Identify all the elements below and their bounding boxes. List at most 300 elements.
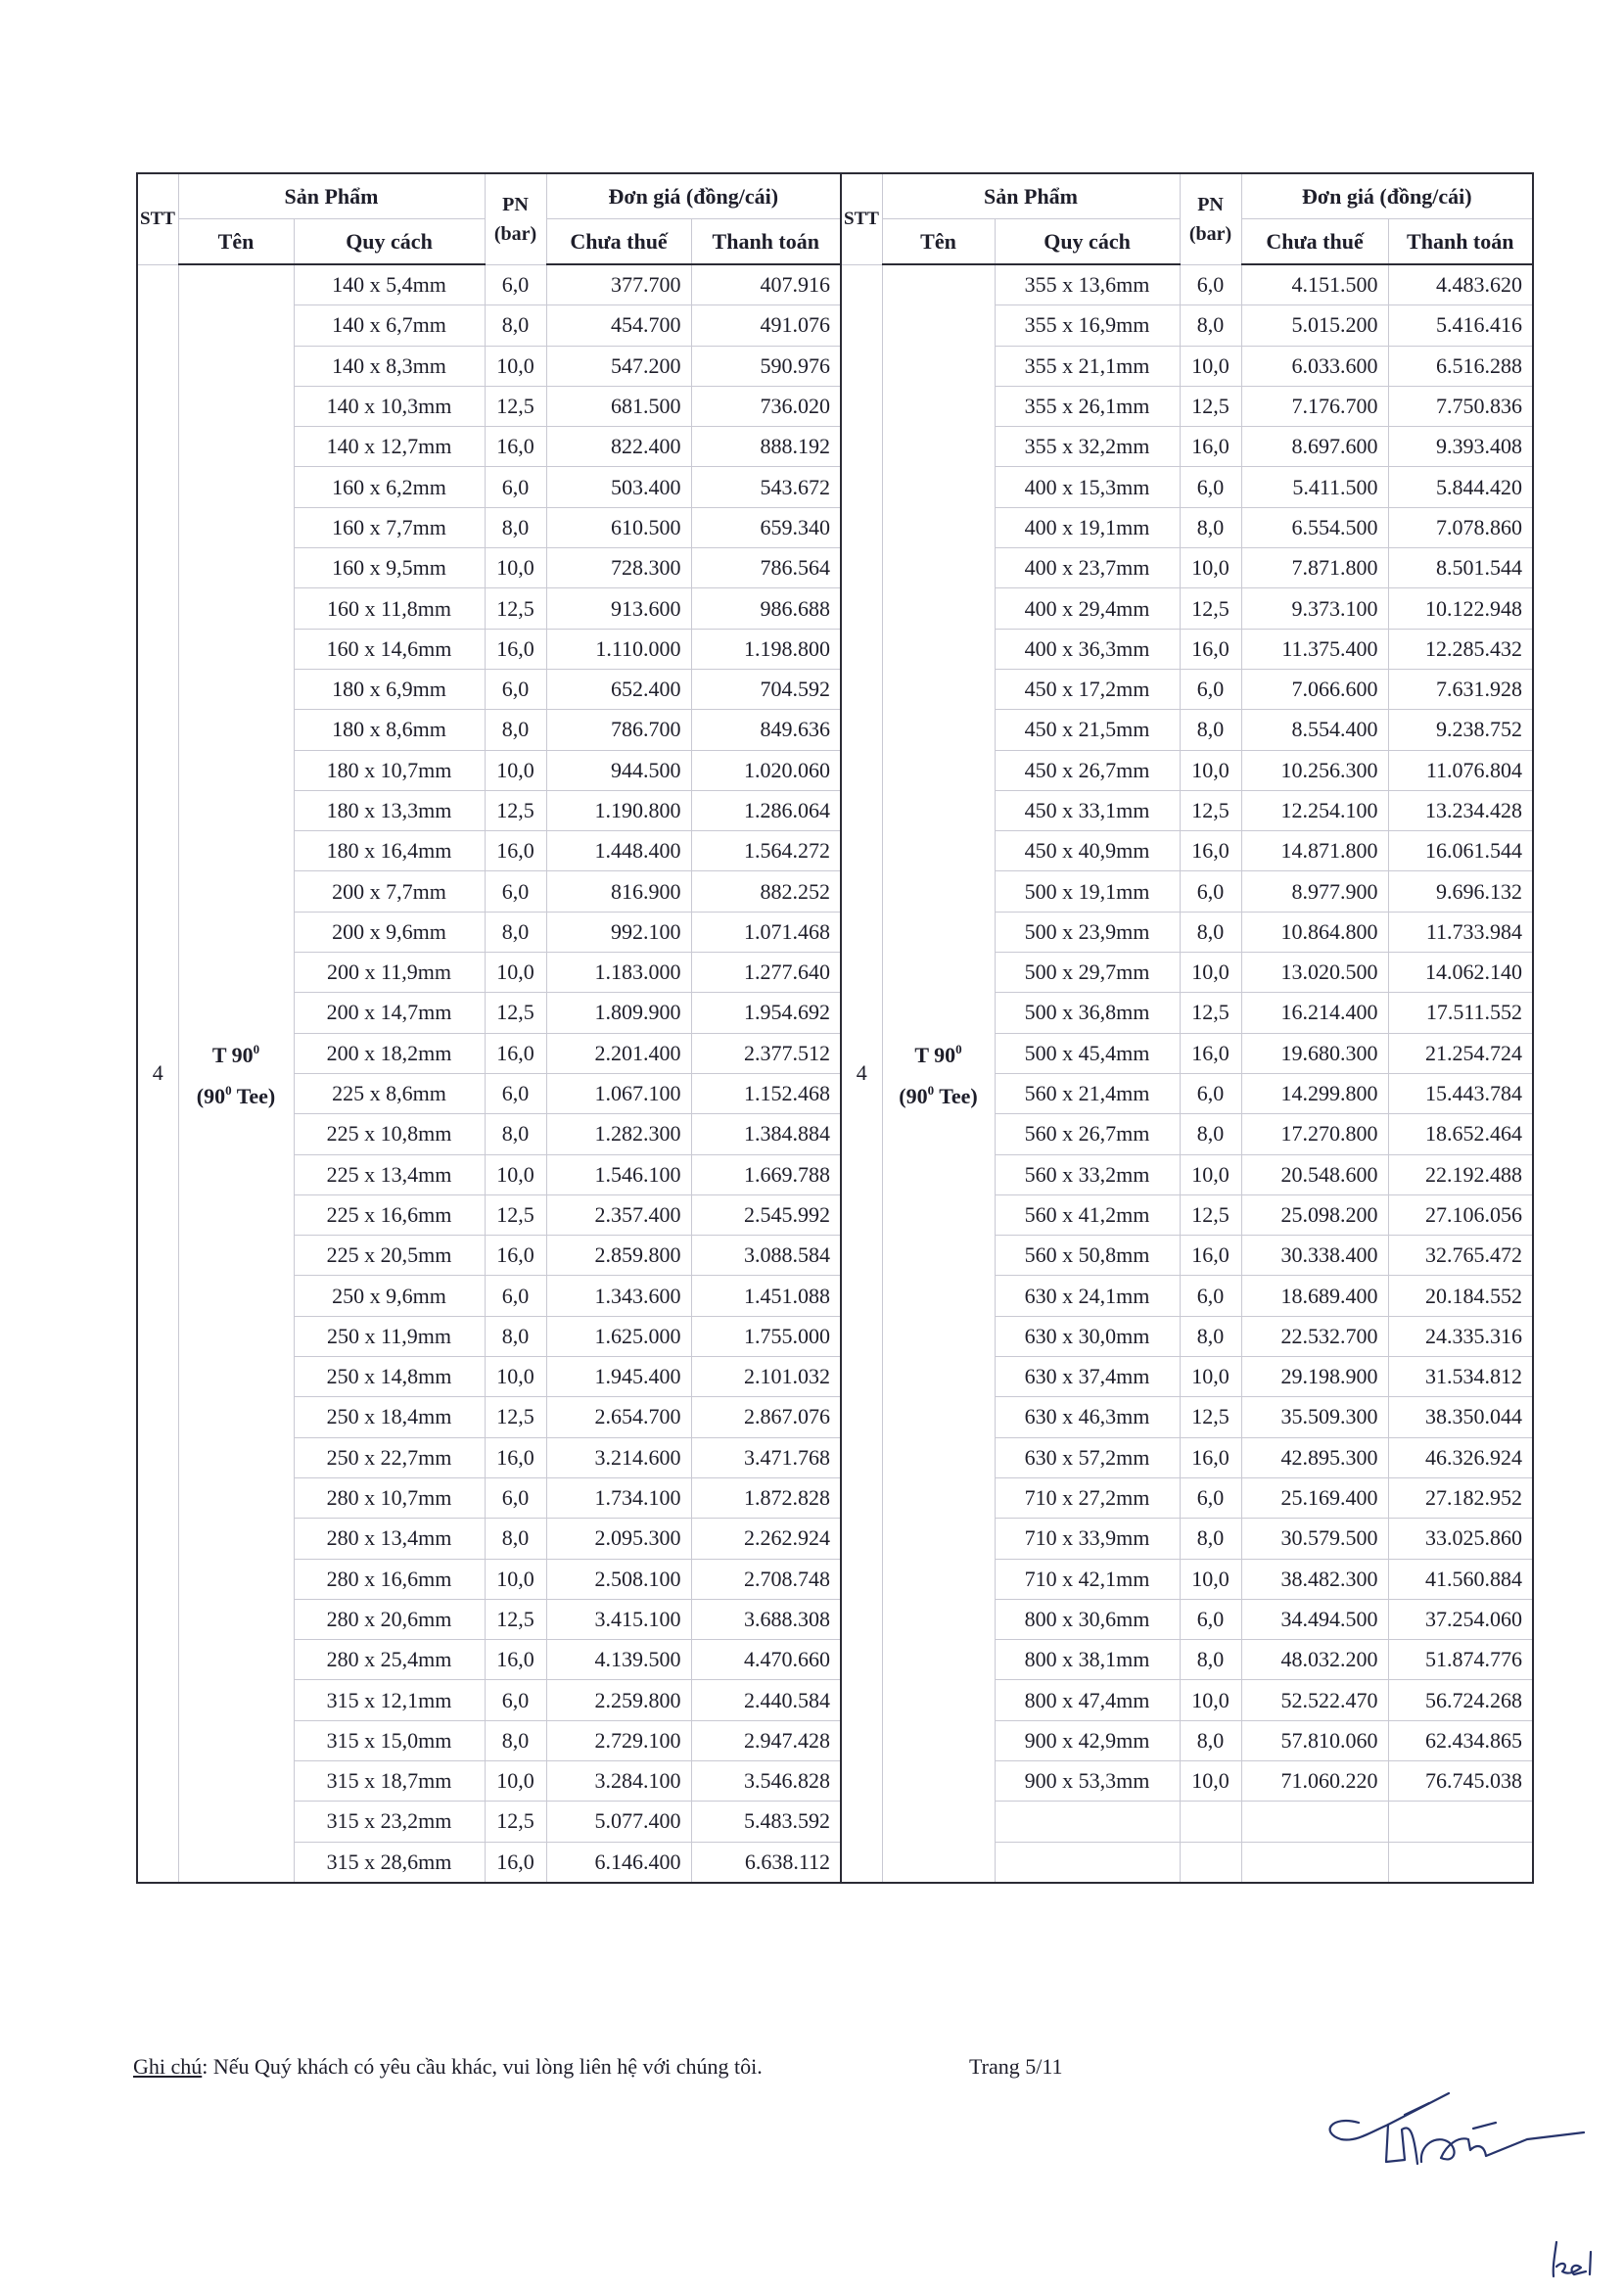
right-spec-cell: 355 x 32,2mm	[995, 427, 1180, 467]
left-price-total-cell: 1.384.884	[691, 1114, 841, 1154]
table-row	[137, 1114, 1533, 1154]
right-price-total-cell: 5.416.416	[1388, 305, 1533, 346]
left-price-total-cell: 2.440.584	[691, 1680, 841, 1720]
right-pn-cell: 12,5	[1180, 993, 1241, 1033]
left-price-total-cell: 1.564.272	[691, 831, 841, 871]
left-price-before-tax-cell: 1.282.300	[546, 1114, 691, 1154]
left-pn-cell: 6,0	[485, 1680, 546, 1720]
header-ten: Tên	[178, 219, 294, 265]
right-pn-cell: 6,0	[1180, 1073, 1241, 1113]
right-price-before-tax-cell: 10.864.800	[1241, 912, 1388, 952]
product-name-text: Tee)	[934, 1084, 978, 1109]
product-name-line2	[899, 1084, 977, 1108]
table-row	[137, 548, 1533, 588]
left-price-total-cell: 2.101.032	[691, 1357, 841, 1397]
product-name-text: Tee)	[231, 1084, 276, 1109]
left-price-before-tax-cell: 3.415.100	[546, 1599, 691, 1639]
left-price-before-tax-cell: 2.859.800	[546, 1236, 691, 1276]
left-spec-cell: 140 x 5,4mm	[294, 264, 485, 305]
left-spec-cell: 225 x 10,8mm	[294, 1114, 485, 1154]
left-price-before-tax-cell: 377.700	[546, 264, 691, 305]
left-spec-cell: 225 x 20,5mm	[294, 1236, 485, 1276]
right-price-before-tax-cell: 13.020.500	[1241, 953, 1388, 993]
right-price-total-cell: 33.025.860	[1388, 1519, 1533, 1559]
left-price-before-tax-cell: 1.343.600	[546, 1276, 691, 1316]
right-price-before-tax-cell: 38.482.300	[1241, 1559, 1388, 1599]
left-spec-cell: 225 x 16,6mm	[294, 1194, 485, 1235]
left-spec-cell: 225 x 8,6mm	[294, 1073, 485, 1113]
table-row	[137, 1154, 1533, 1194]
table-row	[137, 1316, 1533, 1356]
degree-sup: 0	[253, 1042, 260, 1057]
header-row-1	[137, 173, 1533, 219]
right-price-before-tax-cell: 25.098.200	[1241, 1194, 1388, 1235]
right-price-before-tax-cell: 48.032.200	[1241, 1640, 1388, 1680]
right-pn-cell: 8,0	[1180, 912, 1241, 952]
left-price-total-cell: 659.340	[691, 507, 841, 547]
right-pn-cell: 16,0	[1180, 427, 1241, 467]
right-price-total-cell: 38.350.044	[1388, 1397, 1533, 1437]
table-row	[137, 346, 1533, 386]
right-pn-cell: 10,0	[1180, 1559, 1241, 1599]
right-spec-cell: 450 x 40,9mm	[995, 831, 1180, 871]
table-row	[137, 1397, 1533, 1437]
left-pn-cell: 12,5	[485, 1194, 546, 1235]
right-price-before-tax-cell: 35.509.300	[1241, 1397, 1388, 1437]
header-pn-unit: (bar)	[493, 222, 537, 245]
left-price-total-cell: 407.916	[691, 264, 841, 305]
header-row-2	[137, 219, 1533, 265]
left-price-before-tax-cell: 2.654.700	[546, 1397, 691, 1437]
right-spec-cell: 630 x 57,2mm	[995, 1437, 1180, 1477]
left-spec-cell: 160 x 9,5mm	[294, 548, 485, 588]
header-pn	[485, 173, 546, 264]
right-price-before-tax-cell: 17.270.800	[1241, 1114, 1388, 1154]
right-spec-cell: 355 x 16,9mm	[995, 305, 1180, 346]
header-don-gia-right: Đơn giá (đồng/cái)	[1241, 173, 1533, 219]
left-price-total-cell: 888.192	[691, 427, 841, 467]
right-price-total-cell: 7.750.836	[1388, 386, 1533, 426]
right-pn-cell: 10,0	[1180, 953, 1241, 993]
table-row	[137, 588, 1533, 629]
left-pn-cell: 12,5	[485, 386, 546, 426]
right-pn-cell: 10,0	[1180, 1760, 1241, 1801]
page-number: Trang 5/11	[969, 2054, 1063, 2079]
signature-stroke	[1421, 2132, 1584, 2162]
left-price-total-cell: 2.708.748	[691, 1559, 841, 1599]
left-price-before-tax-cell: 503.400	[546, 467, 691, 507]
right-stt-cell: 4	[841, 264, 882, 1883]
right-price-before-tax-cell: 8.554.400	[1241, 710, 1388, 750]
right-price-total-cell: 11.076.804	[1388, 750, 1533, 790]
left-price-before-tax-cell: 1.110.000	[546, 629, 691, 669]
table-row	[137, 1842, 1533, 1883]
left-price-before-tax-cell: 913.600	[546, 588, 691, 629]
left-pn-cell: 8,0	[485, 305, 546, 346]
right-pn-cell: 8,0	[1180, 710, 1241, 750]
left-spec-cell: 315 x 18,7mm	[294, 1760, 485, 1801]
left-price-total-cell: 3.088.584	[691, 1236, 841, 1276]
left-pn-cell: 12,5	[485, 1802, 546, 1842]
left-pn-cell: 16,0	[485, 427, 546, 467]
left-pn-cell: 6,0	[485, 871, 546, 912]
left-price-before-tax-cell: 681.500	[546, 386, 691, 426]
right-price-before-tax-cell: 6.033.600	[1241, 346, 1388, 386]
right-spec-cell: 400 x 23,7mm	[995, 548, 1180, 588]
left-spec-cell: 140 x 12,7mm	[294, 427, 485, 467]
price-table-body	[137, 264, 1533, 1883]
left-pn-cell: 8,0	[485, 507, 546, 547]
left-spec-cell: 180 x 16,4mm	[294, 831, 485, 871]
left-spec-cell: 315 x 12,1mm	[294, 1680, 485, 1720]
table-row	[137, 427, 1533, 467]
left-price-before-tax-cell: 610.500	[546, 507, 691, 547]
right-spec-cell: 800 x 38,1mm	[995, 1640, 1180, 1680]
right-product-name	[882, 264, 995, 1883]
left-price-total-cell: 1.669.788	[691, 1154, 841, 1194]
left-price-before-tax-cell: 5.077.400	[546, 1802, 691, 1842]
right-spec-cell: 500 x 45,4mm	[995, 1033, 1180, 1073]
left-price-before-tax-cell: 2.201.400	[546, 1033, 691, 1073]
right-price-before-tax-cell: 8.977.900	[1241, 871, 1388, 912]
signature-stroke	[1473, 2123, 1496, 2129]
table-row	[137, 1640, 1533, 1680]
right-price-before-tax-cell: 19.680.300	[1241, 1033, 1388, 1073]
left-pn-cell: 16,0	[485, 1033, 546, 1073]
table-row	[137, 1680, 1533, 1720]
right-pn-cell: 10,0	[1180, 548, 1241, 588]
left-price-total-cell: 1.954.692	[691, 993, 841, 1033]
note-label: Ghi chú	[133, 2054, 203, 2079]
table-row	[137, 1276, 1533, 1316]
table-row	[137, 669, 1533, 709]
right-spec-cell: 560 x 33,2mm	[995, 1154, 1180, 1194]
right-pn-cell: 6,0	[1180, 669, 1241, 709]
right-spec-cell: 450 x 26,7mm	[995, 750, 1180, 790]
table-row	[137, 750, 1533, 790]
left-price-total-cell: 2.947.428	[691, 1720, 841, 1760]
left-price-total-cell: 882.252	[691, 871, 841, 912]
left-spec-cell: 140 x 6,7mm	[294, 305, 485, 346]
right-spec-cell: 710 x 27,2mm	[995, 1477, 1180, 1518]
right-price-before-tax-cell: 7.176.700	[1241, 386, 1388, 426]
left-price-before-tax-cell: 652.400	[546, 669, 691, 709]
table-row	[137, 953, 1533, 993]
header-san-pham: Sản Phẩm	[178, 173, 485, 219]
right-pn-cell: 6,0	[1180, 871, 1241, 912]
right-pn-cell: 6,0	[1180, 264, 1241, 305]
right-price-total-cell: 37.254.060	[1388, 1599, 1533, 1639]
right-pn-cell: 8,0	[1180, 1519, 1241, 1559]
table-row	[137, 1559, 1533, 1599]
right-price-total-cell: 21.254.724	[1388, 1033, 1533, 1073]
right-spec-cell: 400 x 36,3mm	[995, 629, 1180, 669]
left-price-total-cell: 1.277.640	[691, 953, 841, 993]
right-spec-cell: 355 x 21,1mm	[995, 346, 1180, 386]
left-price-before-tax-cell: 1.945.400	[546, 1357, 691, 1397]
right-spec-cell: 500 x 23,9mm	[995, 912, 1180, 952]
left-price-before-tax-cell: 2.508.100	[546, 1559, 691, 1599]
header-pn-unit-right: (bar)	[1188, 222, 1232, 245]
left-price-total-cell: 3.546.828	[691, 1760, 841, 1801]
left-price-before-tax-cell: 1.625.000	[546, 1316, 691, 1356]
right-pn-cell: 8,0	[1180, 1114, 1241, 1154]
table-row	[137, 993, 1533, 1033]
table-row	[137, 871, 1533, 912]
right-pn-cell: 6,0	[1180, 1477, 1241, 1518]
header-pn-right	[1180, 173, 1241, 264]
left-spec-cell: 160 x 11,8mm	[294, 588, 485, 629]
left-pn-cell: 16,0	[485, 1437, 546, 1477]
right-price-before-tax-cell: 4.151.500	[1241, 264, 1388, 305]
left-pn-cell: 6,0	[485, 1477, 546, 1518]
right-spec-cell: 400 x 19,1mm	[995, 507, 1180, 547]
left-price-before-tax-cell: 547.200	[546, 346, 691, 386]
left-pn-cell: 8,0	[485, 1114, 546, 1154]
left-price-total-cell: 736.020	[691, 386, 841, 426]
signature-stroke	[1386, 2125, 1417, 2164]
right-spec-cell: 710 x 42,1mm	[995, 1559, 1180, 1599]
right-price-before-tax-cell: 71.060.220	[1241, 1760, 1388, 1801]
right-price-before-tax-cell: 9.373.100	[1241, 588, 1388, 629]
left-pn-cell: 8,0	[485, 1519, 546, 1559]
left-price-before-tax-cell: 786.700	[546, 710, 691, 750]
right-price-total-cell: 5.844.420	[1388, 467, 1533, 507]
left-price-total-cell: 2.262.924	[691, 1519, 841, 1559]
left-price-before-tax-cell: 816.900	[546, 871, 691, 912]
left-price-total-cell: 2.377.512	[691, 1033, 841, 1073]
right-price-total-cell	[1388, 1802, 1533, 1842]
left-pn-cell: 8,0	[485, 710, 546, 750]
right-price-before-tax-cell: 18.689.400	[1241, 1276, 1388, 1316]
left-price-total-cell: 986.688	[691, 588, 841, 629]
table-row	[137, 264, 1533, 305]
right-price-before-tax-cell: 5.015.200	[1241, 305, 1388, 346]
table-row	[137, 1720, 1533, 1760]
right-price-total-cell: 76.745.038	[1388, 1760, 1533, 1801]
right-pn-cell	[1180, 1802, 1241, 1842]
right-spec-cell: 900 x 53,3mm	[995, 1760, 1180, 1801]
degree-sup: 0	[225, 1083, 232, 1099]
right-price-total-cell: 7.078.860	[1388, 507, 1533, 547]
left-price-total-cell: 4.470.660	[691, 1640, 841, 1680]
left-spec-cell: 200 x 11,9mm	[294, 953, 485, 993]
left-spec-cell: 315 x 23,2mm	[294, 1802, 485, 1842]
right-price-before-tax-cell: 22.532.700	[1241, 1316, 1388, 1356]
left-price-total-cell: 786.564	[691, 548, 841, 588]
price-table	[136, 172, 1534, 1884]
right-price-before-tax-cell: 11.375.400	[1241, 629, 1388, 669]
left-stt-cell: 4	[137, 264, 178, 1883]
right-spec-cell: 560 x 26,7mm	[995, 1114, 1180, 1154]
left-pn-cell: 12,5	[485, 1397, 546, 1437]
header-chua-thue: Chưa thuế	[546, 219, 691, 265]
left-spec-cell: 180 x 10,7mm	[294, 750, 485, 790]
right-pn-cell: 16,0	[1180, 1437, 1241, 1477]
note-text: : Nếu Quý khách có yêu cầu khác, vui lòng liên hệ với chúng tôi.	[202, 2054, 763, 2079]
right-spec-cell: 630 x 37,4mm	[995, 1357, 1180, 1397]
right-price-before-tax-cell: 34.494.500	[1241, 1599, 1388, 1639]
degree-sup: 0	[927, 1083, 935, 1099]
left-price-total-cell: 6.638.112	[691, 1842, 841, 1883]
right-price-before-tax-cell: 8.697.600	[1241, 427, 1388, 467]
left-price-before-tax-cell: 3.284.100	[546, 1760, 691, 1801]
right-pn-cell: 12,5	[1180, 790, 1241, 830]
right-price-total-cell: 6.516.288	[1388, 346, 1533, 386]
left-pn-cell: 12,5	[485, 1599, 546, 1639]
left-price-before-tax-cell: 1.546.100	[546, 1154, 691, 1194]
table-row	[137, 1519, 1533, 1559]
left-pn-cell: 6,0	[485, 669, 546, 709]
left-price-before-tax-cell: 2.357.400	[546, 1194, 691, 1235]
right-spec-cell: 400 x 15,3mm	[995, 467, 1180, 507]
left-price-total-cell: 1.071.468	[691, 912, 841, 952]
right-price-before-tax-cell	[1241, 1802, 1388, 1842]
right-price-total-cell: 8.501.544	[1388, 548, 1533, 588]
right-price-total-cell: 31.534.812	[1388, 1357, 1533, 1397]
left-pn-cell: 10,0	[485, 953, 546, 993]
header-ten-right: Tên	[882, 219, 995, 265]
left-pn-cell: 16,0	[485, 629, 546, 669]
left-price-before-tax-cell: 1.734.100	[546, 1477, 691, 1518]
right-pn-cell: 10,0	[1180, 1154, 1241, 1194]
left-price-before-tax-cell: 944.500	[546, 750, 691, 790]
right-price-total-cell: 13.234.428	[1388, 790, 1533, 830]
left-price-total-cell: 1.198.800	[691, 629, 841, 669]
left-pn-cell: 6,0	[485, 264, 546, 305]
left-pn-cell: 8,0	[485, 912, 546, 952]
signature-stroke	[1330, 2093, 1449, 2140]
right-price-total-cell: 9.696.132	[1388, 871, 1533, 912]
left-pn-cell: 12,5	[485, 790, 546, 830]
product-name-line2	[197, 1084, 275, 1108]
left-spec-cell: 180 x 6,9mm	[294, 669, 485, 709]
right-spec-cell: 355 x 26,1mm	[995, 386, 1180, 426]
left-price-total-cell: 1.451.088	[691, 1276, 841, 1316]
right-price-before-tax-cell: 14.871.800	[1241, 831, 1388, 871]
right-price-before-tax-cell: 7.066.600	[1241, 669, 1388, 709]
left-price-before-tax-cell: 1.183.000	[546, 953, 691, 993]
table-row	[137, 1073, 1533, 1113]
left-spec-cell: 225 x 13,4mm	[294, 1154, 485, 1194]
left-price-before-tax-cell: 2.729.100	[546, 1720, 691, 1760]
left-pn-cell: 16,0	[485, 1640, 546, 1680]
right-pn-cell: 12,5	[1180, 1194, 1241, 1235]
header-thanh-toan-right: Thanh toán	[1388, 219, 1533, 265]
right-pn-cell: 12,5	[1180, 386, 1241, 426]
right-price-before-tax-cell: 10.256.300	[1241, 750, 1388, 790]
left-spec-cell: 140 x 10,3mm	[294, 386, 485, 426]
table-row	[137, 305, 1533, 346]
right-price-total-cell: 7.631.928	[1388, 669, 1533, 709]
right-pn-cell: 8,0	[1180, 1640, 1241, 1680]
right-spec-cell: 630 x 46,3mm	[995, 1397, 1180, 1437]
table-row	[137, 710, 1533, 750]
right-spec-cell: 500 x 29,7mm	[995, 953, 1180, 993]
right-pn-cell	[1180, 1842, 1241, 1883]
right-price-before-tax-cell: 6.554.500	[1241, 507, 1388, 547]
left-spec-cell: 200 x 9,6mm	[294, 912, 485, 952]
right-spec-cell: 450 x 21,5mm	[995, 710, 1180, 750]
right-price-total-cell: 17.511.552	[1388, 993, 1533, 1033]
right-pn-cell: 16,0	[1180, 831, 1241, 871]
left-price-total-cell: 1.020.060	[691, 750, 841, 790]
table-row	[137, 1802, 1533, 1842]
left-pn-cell: 10,0	[485, 346, 546, 386]
right-spec-cell: 500 x 19,1mm	[995, 871, 1180, 912]
right-pn-cell: 6,0	[1180, 1276, 1241, 1316]
right-price-before-tax-cell: 30.579.500	[1241, 1519, 1388, 1559]
left-pn-cell: 8,0	[485, 1316, 546, 1356]
left-pn-cell: 10,0	[485, 1154, 546, 1194]
right-price-before-tax-cell: 57.810.060	[1241, 1720, 1388, 1760]
right-price-before-tax-cell: 20.548.600	[1241, 1154, 1388, 1194]
right-price-total-cell: 27.182.952	[1388, 1477, 1533, 1518]
left-price-total-cell: 1.872.828	[691, 1477, 841, 1518]
right-price-before-tax-cell: 29.198.900	[1241, 1357, 1388, 1397]
right-pn-cell: 12,5	[1180, 588, 1241, 629]
right-spec-cell: 560 x 50,8mm	[995, 1236, 1180, 1276]
signature-stroke	[1554, 2242, 1591, 2276]
right-spec-cell	[995, 1842, 1180, 1883]
table-row	[137, 1357, 1533, 1397]
header-pn-label: PN	[502, 193, 529, 215]
right-price-before-tax-cell: 52.522.470	[1241, 1680, 1388, 1720]
header-don-gia: Đơn giá (đồng/cái)	[546, 173, 841, 219]
right-price-total-cell: 18.652.464	[1388, 1114, 1533, 1154]
left-product-name	[178, 264, 294, 1883]
header-pn-label-right: PN	[1197, 193, 1224, 215]
right-spec-cell: 560 x 21,4mm	[995, 1073, 1180, 1113]
right-price-before-tax-cell: 16.214.400	[1241, 993, 1388, 1033]
table-row	[137, 386, 1533, 426]
left-pn-cell: 8,0	[485, 1720, 546, 1760]
left-spec-cell: 250 x 11,9mm	[294, 1316, 485, 1356]
table-row	[137, 1437, 1533, 1477]
right-pn-cell: 16,0	[1180, 629, 1241, 669]
left-pn-cell: 6,0	[485, 1276, 546, 1316]
right-spec-cell: 560 x 41,2mm	[995, 1194, 1180, 1235]
right-spec-cell: 800 x 47,4mm	[995, 1680, 1180, 1720]
left-spec-cell: 280 x 25,4mm	[294, 1640, 485, 1680]
table-row	[137, 467, 1533, 507]
right-spec-cell	[995, 1802, 1180, 1842]
left-price-total-cell: 704.592	[691, 669, 841, 709]
left-price-before-tax-cell: 992.100	[546, 912, 691, 952]
right-price-total-cell: 32.765.472	[1388, 1236, 1533, 1276]
left-spec-cell: 315 x 28,6mm	[294, 1842, 485, 1883]
product-name-line1	[212, 1043, 259, 1067]
right-price-before-tax-cell: 12.254.100	[1241, 790, 1388, 830]
left-pn-cell: 10,0	[485, 548, 546, 588]
left-price-total-cell: 849.636	[691, 710, 841, 750]
header-quy-cach: Quy cách	[294, 219, 485, 265]
degree-sup: 0	[955, 1042, 962, 1057]
right-price-total-cell: 12.285.432	[1388, 629, 1533, 669]
left-spec-cell: 280 x 10,7mm	[294, 1477, 485, 1518]
left-price-total-cell: 590.976	[691, 346, 841, 386]
table-row	[137, 629, 1533, 669]
left-pn-cell: 16,0	[485, 1236, 546, 1276]
right-pn-cell: 8,0	[1180, 1720, 1241, 1760]
table-row	[137, 1477, 1533, 1518]
table-row	[137, 912, 1533, 952]
left-spec-cell: 315 x 15,0mm	[294, 1720, 485, 1760]
right-price-total-cell: 9.393.408	[1388, 427, 1533, 467]
right-price-total-cell: 56.724.268	[1388, 1680, 1533, 1720]
right-spec-cell: 630 x 30,0mm	[995, 1316, 1180, 1356]
left-price-total-cell: 491.076	[691, 305, 841, 346]
